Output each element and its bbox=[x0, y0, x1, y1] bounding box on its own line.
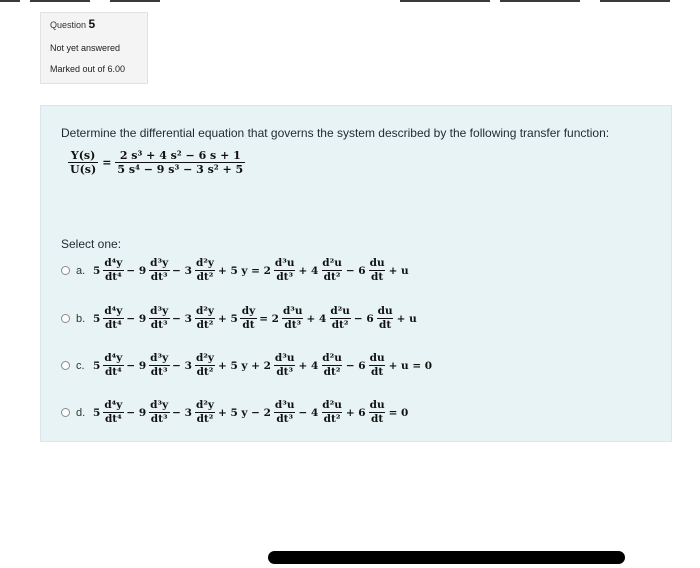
fraction-d3u-dt3 bbox=[273, 400, 297, 425]
question-content-panel bbox=[40, 105, 672, 442]
frac-den: dt bbox=[242, 319, 255, 331]
option-c[interactable] bbox=[61, 353, 433, 378]
term: − 6 bbox=[353, 312, 374, 325]
option-b-radio[interactable] bbox=[61, 314, 70, 323]
frac-num: d³u bbox=[282, 305, 303, 317]
fraction-d2y-dt2 bbox=[194, 306, 216, 331]
term: + 6 bbox=[345, 406, 366, 419]
frac-num: d⁴y bbox=[104, 257, 123, 269]
frac-num: d²u bbox=[322, 399, 342, 411]
frac-den: dt² bbox=[196, 366, 214, 378]
term: = 0 bbox=[388, 406, 409, 419]
term: + 5 y + 2 bbox=[217, 359, 271, 372]
frac-den: dt bbox=[371, 413, 384, 425]
fraction-d4y-dt4 bbox=[102, 353, 124, 378]
frac-den: dt² bbox=[323, 413, 341, 425]
term: + 4 bbox=[298, 264, 319, 277]
fraction-dy-dt bbox=[240, 306, 257, 331]
frac-den: dt⁴ bbox=[104, 319, 122, 331]
tf-lhs-fraction bbox=[68, 150, 98, 175]
fraction-d3y-dt3 bbox=[148, 353, 170, 378]
option-a-label: a. bbox=[76, 264, 86, 277]
fraction-d3y-dt3 bbox=[148, 258, 170, 283]
tf-rhs-fraction bbox=[115, 150, 245, 175]
frac-den: dt² bbox=[196, 271, 214, 283]
fraction-d2y-dt2 bbox=[194, 400, 216, 425]
term: − 9 bbox=[126, 312, 147, 325]
term: − 3 bbox=[172, 406, 192, 419]
top-bar-segment bbox=[30, 0, 90, 2]
option-b-label: b. bbox=[76, 312, 86, 325]
option-a[interactable] bbox=[61, 258, 410, 283]
frac-den: dt³ bbox=[276, 413, 294, 425]
fraction-du-dt bbox=[376, 306, 395, 331]
option-b[interactable] bbox=[61, 306, 418, 331]
question-marks: Marked out of 6.00 bbox=[50, 64, 126, 74]
term: − 9 bbox=[126, 264, 147, 277]
term: − 3 bbox=[172, 264, 192, 277]
frac-num: d³u bbox=[274, 352, 295, 364]
term: + 5 bbox=[217, 312, 238, 325]
frac-num: d²y bbox=[195, 305, 214, 317]
top-bar-segment bbox=[110, 0, 160, 2]
frac-den: dt⁴ bbox=[104, 413, 122, 425]
top-bar-segment bbox=[600, 0, 670, 2]
frac-den: dt³ bbox=[276, 271, 294, 283]
option-b-equation bbox=[92, 306, 418, 331]
fraction-du-dt bbox=[368, 353, 387, 378]
frac-den: dt² bbox=[196, 413, 214, 425]
frac-den: dt³ bbox=[150, 413, 168, 425]
question-info-box bbox=[40, 12, 148, 84]
option-d[interactable] bbox=[61, 400, 409, 425]
frac-num: d²u bbox=[322, 352, 342, 364]
fraction-d2y-dt2 bbox=[194, 353, 216, 378]
frac-num: dy bbox=[241, 305, 256, 317]
frac-num: d²y bbox=[195, 399, 214, 411]
frac-num: d²u bbox=[330, 305, 350, 317]
frac-den: dt³ bbox=[150, 366, 168, 378]
frac-num: du bbox=[369, 352, 385, 364]
frac-den: dt³ bbox=[150, 271, 168, 283]
fraction-d2u-dt2 bbox=[328, 306, 352, 331]
fraction-d3u-dt3 bbox=[273, 258, 297, 283]
fraction-d2u-dt2 bbox=[320, 400, 344, 425]
fraction-d3u-dt3 bbox=[273, 353, 297, 378]
frac-num: du bbox=[369, 257, 385, 269]
option-c-radio[interactable] bbox=[61, 361, 70, 370]
option-d-radio[interactable] bbox=[61, 408, 70, 417]
term: 5 bbox=[93, 312, 101, 325]
tf-lhs-numerator: Y(s) bbox=[70, 149, 96, 162]
frac-num: d²y bbox=[195, 257, 214, 269]
select-one-label: Select one: bbox=[61, 237, 122, 251]
top-bar-segment bbox=[500, 0, 580, 2]
top-bar-segment bbox=[0, 0, 20, 2]
term: 5 bbox=[93, 406, 101, 419]
frac-den: dt bbox=[371, 271, 384, 283]
term: + u = 0 bbox=[388, 359, 433, 372]
fraction-d3y-dt3 bbox=[148, 306, 170, 331]
fraction-d3u-dt3 bbox=[281, 306, 305, 331]
redacted-bar bbox=[268, 551, 625, 564]
frac-num: d³u bbox=[274, 399, 295, 411]
top-bar-segment bbox=[400, 0, 490, 2]
fraction-d2y-dt2 bbox=[194, 258, 216, 283]
term: + u bbox=[396, 312, 417, 325]
frac-den: dt⁴ bbox=[104, 271, 122, 283]
fraction-d2u-dt2 bbox=[320, 258, 344, 283]
frac-den: dt³ bbox=[276, 366, 294, 378]
term: + 5 y − 2 bbox=[217, 406, 271, 419]
frac-num: du bbox=[377, 305, 393, 317]
option-c-label: c. bbox=[76, 359, 85, 372]
term: − 3 bbox=[172, 359, 192, 372]
option-d-equation bbox=[92, 400, 409, 425]
tf-lhs-denominator: U(s) bbox=[70, 163, 97, 176]
term: + 5 y = 2 bbox=[217, 264, 271, 277]
fraction-du-dt bbox=[368, 400, 387, 425]
fraction-d4y-dt4 bbox=[102, 400, 124, 425]
option-a-radio[interactable] bbox=[61, 266, 70, 275]
frac-den: dt² bbox=[323, 366, 341, 378]
fraction-d4y-dt4 bbox=[102, 306, 124, 331]
question-prompt: Determine the differential equation that governs the system described by the following transfer function: bbox=[61, 126, 610, 140]
frac-num: d⁴y bbox=[104, 352, 123, 364]
term: − 9 bbox=[126, 359, 147, 372]
question-number-value: 5 bbox=[88, 17, 96, 31]
option-a-equation bbox=[92, 258, 410, 283]
question-number bbox=[50, 19, 147, 31]
frac-den: dt³ bbox=[150, 319, 168, 331]
term: 5 bbox=[93, 264, 101, 277]
frac-num: d³y bbox=[150, 352, 169, 364]
frac-num: d³y bbox=[150, 399, 169, 411]
frac-den: dt⁴ bbox=[104, 366, 122, 378]
fraction-d3y-dt3 bbox=[148, 400, 170, 425]
tf-rhs-denominator: 5 s⁴ − 9 s³ − 3 s² + 5 bbox=[117, 163, 244, 176]
frac-num: du bbox=[369, 399, 385, 411]
frac-num: d⁴y bbox=[104, 399, 123, 411]
tf-rhs-numerator: 2 s³ + 4 s² − 6 s + 1 bbox=[119, 149, 241, 162]
question-label: Question bbox=[50, 20, 87, 30]
tf-equals: = bbox=[102, 156, 112, 169]
fraction-du-dt bbox=[368, 258, 387, 283]
term: − 9 bbox=[126, 406, 147, 419]
top-browser-bar bbox=[0, 0, 700, 6]
term: 5 bbox=[93, 359, 101, 372]
term: + 4 bbox=[306, 312, 327, 325]
term: − 3 bbox=[172, 312, 192, 325]
question-status: Not yet answered bbox=[50, 43, 121, 53]
term: − 4 bbox=[298, 406, 319, 419]
frac-num: d⁴y bbox=[104, 305, 123, 317]
transfer-function bbox=[67, 150, 246, 175]
term: − 6 bbox=[345, 359, 366, 372]
frac-num: d³y bbox=[150, 305, 169, 317]
frac-den: dt³ bbox=[284, 319, 302, 331]
option-d-label: d. bbox=[76, 406, 86, 419]
term: + u bbox=[388, 264, 409, 277]
fraction-d2u-dt2 bbox=[320, 353, 344, 378]
frac-num: d³y bbox=[150, 257, 169, 269]
frac-num: d²y bbox=[195, 352, 214, 364]
term: + 4 bbox=[298, 359, 319, 372]
frac-den: dt bbox=[371, 366, 384, 378]
frac-num: d³u bbox=[274, 257, 295, 269]
frac-den: dt² bbox=[331, 319, 349, 331]
fraction-d4y-dt4 bbox=[102, 258, 124, 283]
frac-den: dt² bbox=[323, 271, 341, 283]
option-c-equation bbox=[92, 353, 433, 378]
term: = 2 bbox=[259, 312, 279, 325]
frac-num: d²u bbox=[322, 257, 342, 269]
frac-den: dt² bbox=[196, 319, 214, 331]
frac-den: dt bbox=[379, 319, 392, 331]
term: − 6 bbox=[345, 264, 366, 277]
